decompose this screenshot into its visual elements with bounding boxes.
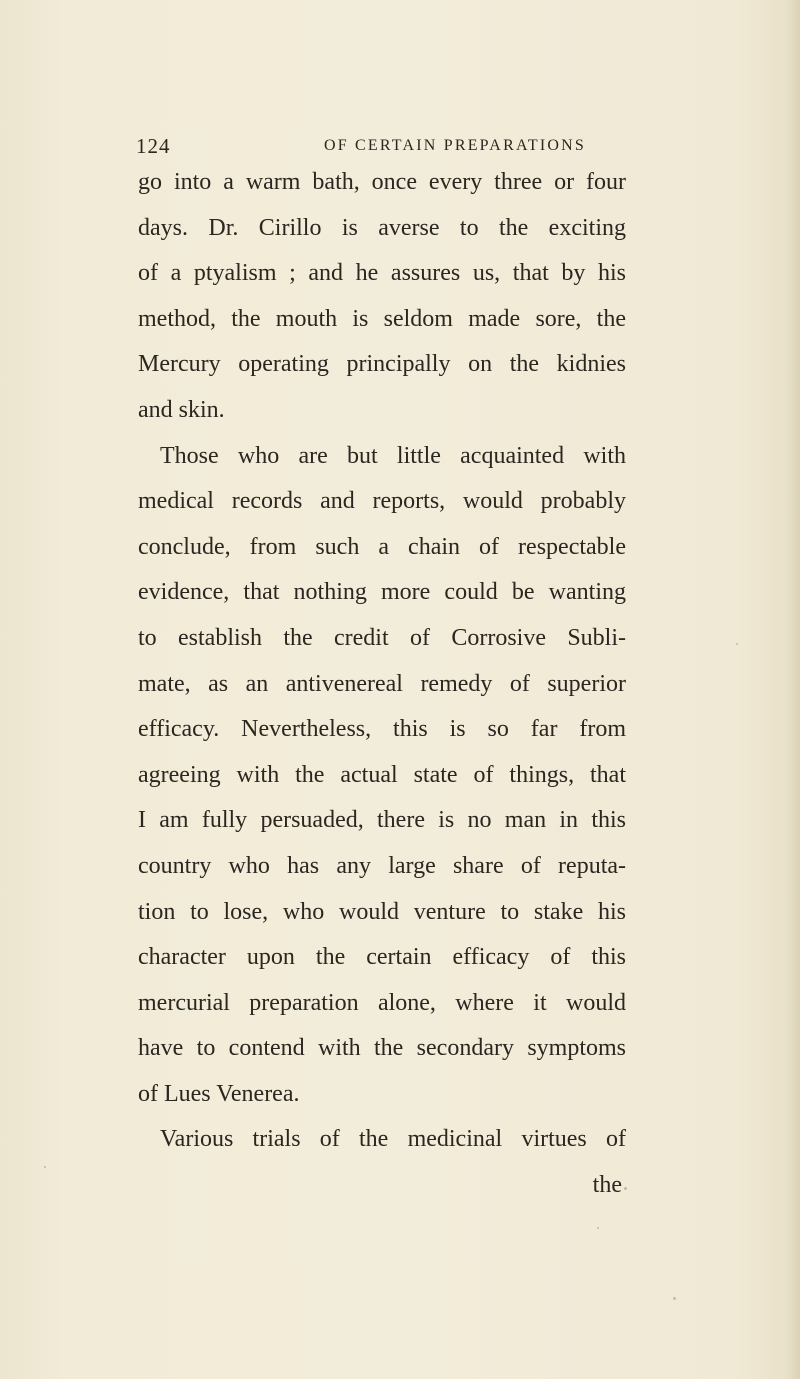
running-head: OF CERTAIN PREPARATIONS (324, 137, 587, 154)
text-line: character upon the certain efficacy of this (138, 944, 626, 971)
text-line: Mercury operating principally on the kidnies (138, 351, 626, 378)
text-line: and skin. (138, 396, 225, 423)
page-edge-shadow (786, 0, 800, 1379)
paper-speck (736, 643, 738, 645)
text-line: of Lues Venerea. (138, 1080, 300, 1107)
text-line: mercurial preparation alone, where it would (138, 989, 626, 1016)
text-line: I am fully persuaded, there is no man in this (138, 807, 626, 834)
paper-speck (673, 1297, 676, 1300)
paragraph-start-line: Various trials of the medicinal virtues of (160, 1126, 626, 1153)
paragraph-start-line: Those who are but little acquainted with (160, 442, 626, 469)
text-line: method, the mouth is seldom made sore, the (138, 305, 626, 332)
page-number: 124 (136, 134, 171, 158)
text-line: mate, as an antivenereal remedy of superior (138, 670, 626, 697)
paper-speck (597, 1227, 599, 1229)
page-header (136, 134, 636, 160)
text-line: evidence, that nothing more could be wanting (138, 579, 626, 606)
paper-speck (624, 1187, 627, 1190)
text-line: go into a warm bath, once every three or four (138, 169, 626, 195)
text-line: efficacy. Nevertheless, this is so far from (138, 716, 626, 743)
text-line: country who has any large share of reputa- (138, 852, 626, 879)
body-text (138, 160, 626, 1209)
text-line: conclude, from such a chain of respectable (138, 533, 626, 560)
text-line: tion to lose, who would venture to stake his (138, 898, 626, 925)
catchword: the (592, 1172, 622, 1199)
text-line: have to contend with the secondary symptoms (138, 1035, 626, 1062)
text-line: days. Dr. Cirillo is averse to the exciting (138, 214, 626, 241)
text-line: to establish the credit of Corrosive Subli- (138, 624, 626, 651)
text-line: medical records and reports, would probably (138, 488, 626, 515)
text-line: agreeing with the actual state of things, that (138, 761, 626, 788)
paper-speck (44, 1166, 46, 1168)
text-line: of a ptyalism ; and he assures us, that by his (138, 260, 626, 287)
